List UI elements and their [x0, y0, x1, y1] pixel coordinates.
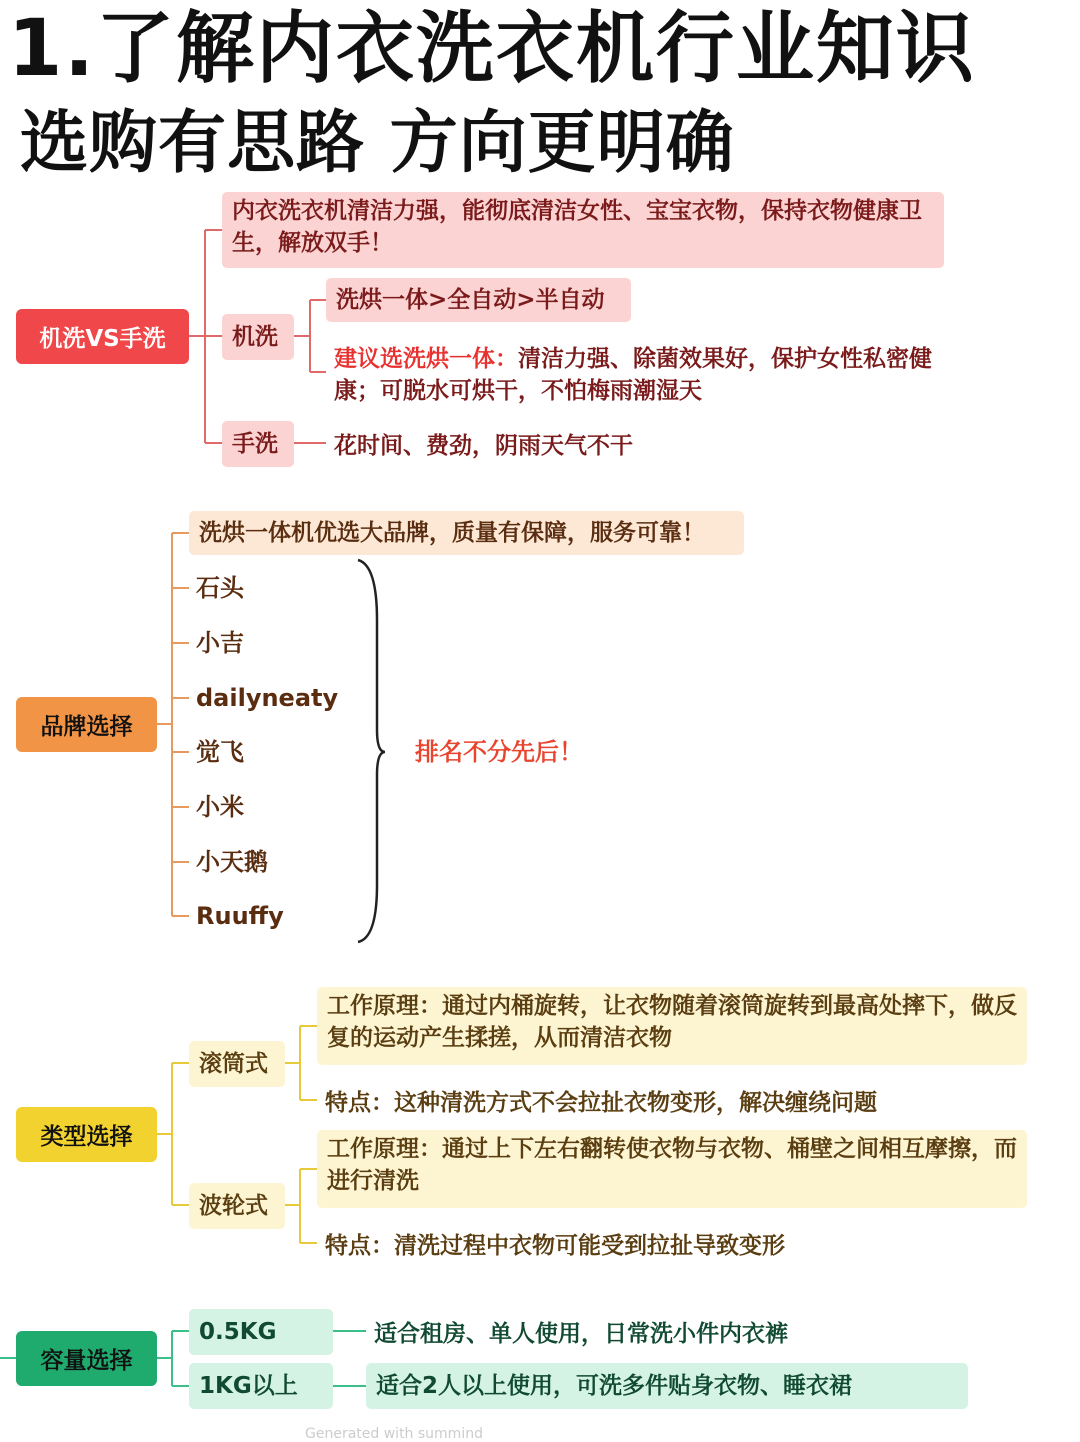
- machine-vs-hand-intro: 内衣洗衣机清洁力强，能彻底清洁女性、宝宝衣物，保持衣物健康卫生，解放双手！: [222, 192, 944, 268]
- brand-item: 石头: [196, 574, 244, 602]
- page-title: 1.了解内衣洗衣机行业知识: [8, 4, 976, 94]
- brand-item: 小吉: [196, 629, 244, 657]
- hand-node: 手洗: [222, 421, 294, 467]
- brand-item: dailyneaty: [196, 684, 339, 712]
- impeller-principle: 工作原理：通过上下左右翻转使衣物与衣物、桶壁之间相互摩擦，而进行清洗: [317, 1130, 1027, 1208]
- root-node-brand: 品牌选择: [16, 697, 157, 752]
- drum-node: 滚筒式: [189, 1041, 285, 1087]
- machine-ranking: 洗烘一体>全自动>半自动: [326, 278, 631, 322]
- brand-item: 小米: [196, 793, 244, 821]
- brand-item: 觉飞: [196, 738, 244, 766]
- capacity-large-node: 1KG以上: [189, 1363, 333, 1409]
- capacity-small-node: 0.5KG: [189, 1309, 333, 1355]
- brand-intro: 洗烘一体机优选大品牌，质量有保障，服务可靠！: [189, 511, 744, 555]
- capacity-large-desc: 适合2人以上使用，可洗多件贴身衣物、睡衣裙: [366, 1363, 968, 1409]
- machine-advice-body: 清洁力强、除菌效果好，保护女性私密健康；可脱水可烘干，不怕梅雨潮湿天: [334, 346, 932, 404]
- machine-node: 机洗: [222, 314, 294, 360]
- root-node-machine-vs-hand: 机洗VS手洗: [16, 309, 189, 364]
- machine-advice-prefix: 建议选洗烘一体：: [334, 346, 518, 372]
- impeller-node: 波轮式: [189, 1183, 285, 1229]
- brand-item: Ruuffy: [196, 902, 284, 930]
- drum-principle: 工作原理：通过内桶旋转，让衣物随着滚筒旋转到最高处摔下，做反复的运动产生揉搓，从而清洁衣物: [317, 987, 1027, 1065]
- footer-watermark: Generated with summind: [305, 1426, 483, 1442]
- brand-ranking-note: 排名不分先后！: [415, 738, 583, 766]
- capacity-small-desc: 适合租房、单人使用，日常洗小件内衣裤: [374, 1321, 788, 1347]
- brand-item: 小天鹅: [196, 848, 268, 876]
- machine-advice: [326, 340, 942, 410]
- root-node-capacity: 容量选择: [16, 1331, 157, 1386]
- root-node-type: 类型选择: [16, 1107, 157, 1162]
- page-subtitle: 选购有思路 方向更明确: [20, 104, 735, 183]
- impeller-feature: 特点：清洗过程中衣物可能受到拉扯导致变形: [325, 1233, 785, 1259]
- drum-feature: 特点：这种清洗方式不会拉扯衣物变形，解决缠绕问题: [325, 1090, 877, 1116]
- hand-note: 花时间、费劲，阴雨天气不干: [334, 433, 633, 459]
